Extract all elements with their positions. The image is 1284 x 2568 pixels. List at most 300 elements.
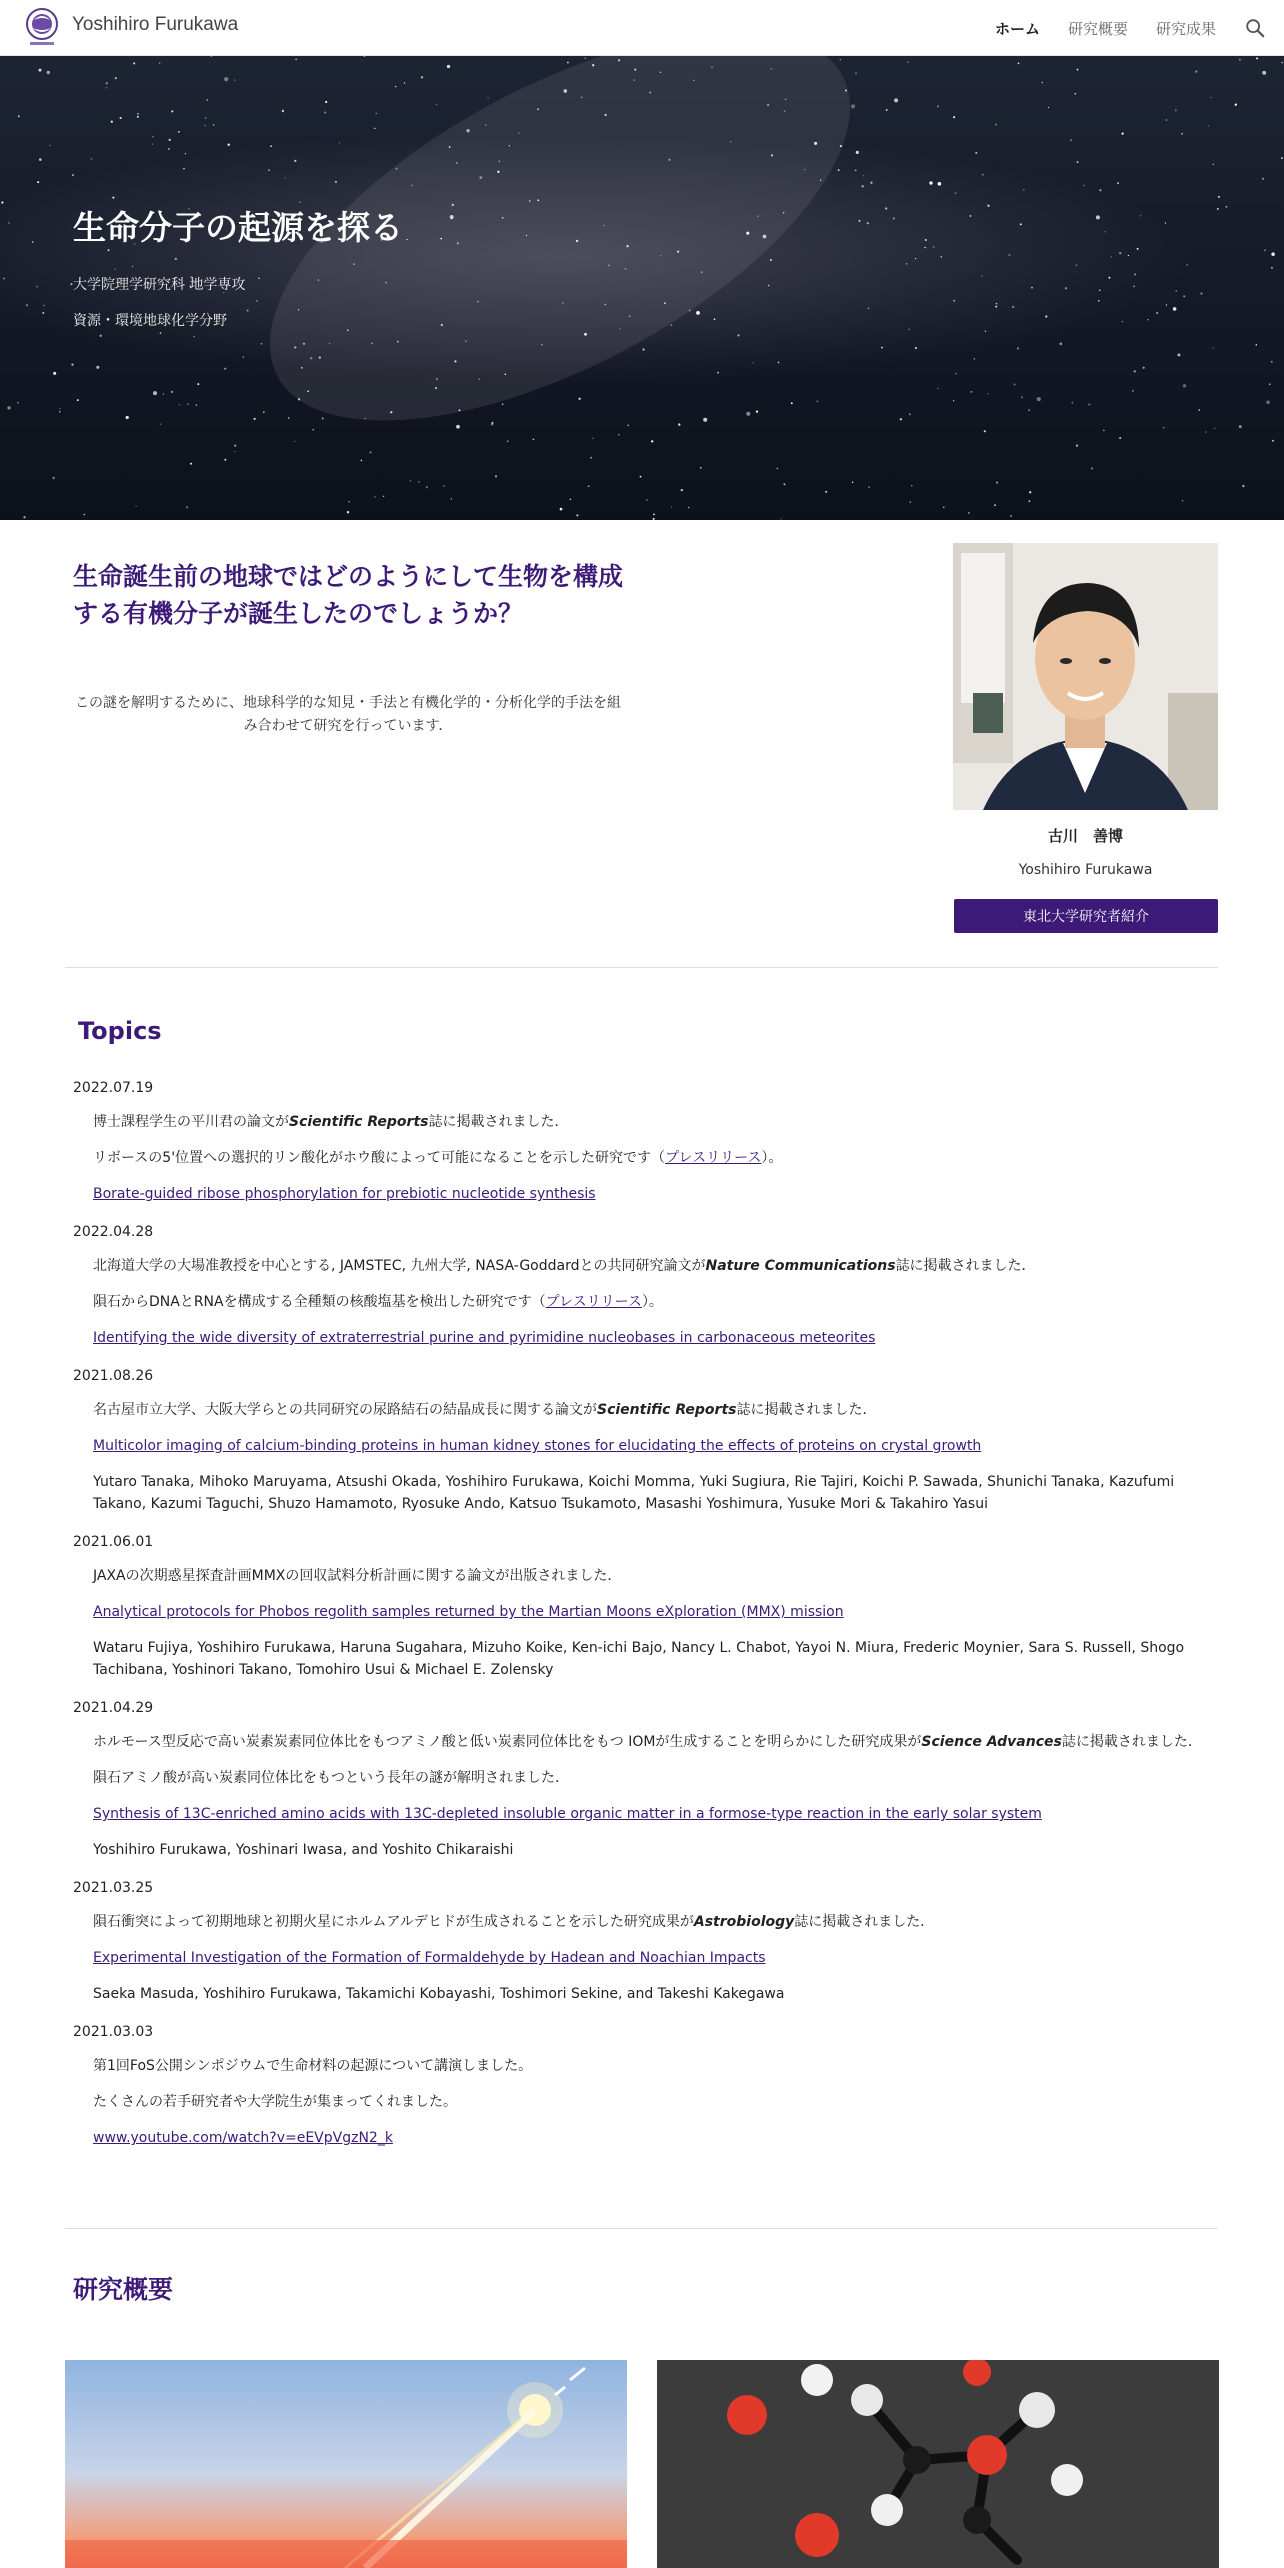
star	[135, 506, 136, 507]
star	[449, 146, 451, 148]
star	[137, 113, 139, 115]
topic-text: 誌に掲載されました．	[1061, 1734, 1202, 1750]
star	[605, 304, 606, 305]
star	[664, 302, 666, 304]
star	[893, 217, 895, 219]
star	[660, 72, 661, 73]
star	[649, 92, 651, 94]
star	[804, 169, 805, 170]
star	[1128, 255, 1129, 256]
topic-text: Wataru Fujiya, Yoshihiro Furukawa, Haruna Sugahara, Mizuho Koike, Ken-ichi Bajo, Nancy L. Chabot, Yayoi N. Miura, Frederic Moynier, Sara S. Russell, Shogo Tachibana, Yoshinori Takano, Tomohiro Usui & Michael E. Zolensky	[93, 1640, 1185, 1678]
star	[908, 328, 910, 330]
star	[840, 59, 841, 60]
star	[1213, 164, 1214, 165]
star	[777, 468, 779, 470]
topic-article-link[interactable]: Borate-guided ribose phosphorylation for prebiotic nucleotide synthesis	[93, 1186, 596, 1202]
topic-line	[93, 1435, 1218, 1457]
hero-title: 生命分子の起源を探る	[73, 208, 403, 247]
topic-text: Saeka Masuda, Yoshihiro Furukawa, Takamichi Kobayashi, Toshimori Sekine, and Takeshi Kakegawa	[93, 1986, 785, 2002]
star	[746, 232, 749, 235]
star	[953, 116, 955, 118]
star	[436, 378, 438, 380]
star	[1175, 109, 1177, 111]
star	[440, 238, 442, 240]
star	[1195, 70, 1197, 72]
star	[224, 368, 226, 370]
star	[646, 499, 648, 501]
hero-banner	[0, 56, 1284, 520]
star	[578, 398, 580, 400]
star	[592, 64, 594, 66]
topic-article-link[interactable]: www.youtube.com/watch?v=eEVpVgzN2_k	[93, 2130, 393, 2146]
star	[374, 496, 375, 497]
star	[885, 207, 887, 209]
star	[717, 372, 719, 374]
star	[324, 112, 326, 114]
star	[915, 347, 917, 349]
star	[406, 239, 407, 240]
star	[988, 393, 989, 394]
star	[953, 300, 955, 302]
star	[72, 174, 74, 176]
star	[1065, 287, 1067, 289]
star	[1140, 215, 1142, 217]
star	[1099, 189, 1101, 191]
star	[660, 255, 661, 256]
star	[256, 300, 257, 301]
star	[1235, 104, 1237, 106]
star	[700, 467, 702, 469]
journal-name: Science Advances	[921, 1734, 1062, 1750]
star	[288, 417, 289, 418]
star	[618, 434, 619, 435]
star	[312, 429, 314, 431]
topic-text: Yoshihiro Furukawa, Yoshinari Iwasa, and Yoshito Chikaraishi	[93, 1842, 514, 1858]
star	[1076, 264, 1078, 266]
star	[23, 516, 25, 518]
nav-home[interactable]: ホーム	[994, 19, 1040, 38]
star	[37, 181, 39, 183]
star	[502, 217, 504, 219]
topic-text: 名古屋市立大学、大阪大学らとの共同研究の尿路結石の結晶成長に関する論文が	[93, 1402, 597, 1418]
star	[1132, 390, 1134, 392]
star	[870, 182, 872, 184]
topic-text: 博士課程学生の平川君の論文が	[93, 1114, 289, 1130]
journal-name: Astrobiology	[693, 1914, 795, 1930]
star	[581, 97, 582, 98]
topic-article-link[interactable]: Analytical protocols for Phobos regolith samples returned by the Martian Moons eXploration (MMX) mission	[93, 1604, 844, 1620]
topic-date: 2022.07.19	[73, 1080, 154, 1096]
star	[261, 343, 263, 345]
star	[867, 222, 869, 224]
star	[307, 390, 309, 392]
star	[282, 110, 284, 112]
press-release-link[interactable]: プレスリリース	[545, 1294, 642, 1310]
star	[450, 215, 454, 219]
star	[1, 201, 3, 203]
topic-text: 隕石アミノ酸が高い炭素同位体比をもつという長年の謎が解明されました．	[93, 1770, 569, 1786]
journal-name: Scientific Reports	[289, 1114, 429, 1130]
star	[941, 256, 942, 257]
star	[1205, 431, 1207, 433]
star	[1182, 500, 1183, 501]
star	[625, 268, 627, 270]
star	[668, 159, 670, 161]
star	[851, 104, 855, 108]
star	[390, 411, 392, 413]
star	[1021, 396, 1023, 398]
star	[968, 512, 970, 514]
star	[1137, 248, 1139, 250]
star	[205, 117, 207, 119]
star	[671, 324, 673, 326]
star	[994, 504, 996, 506]
topic-article-link[interactable]: Identifying the wide diversity of extraterrestrial purine and pyrimidine nucleobases in carbonaceous meteorites	[93, 1330, 876, 1346]
star	[701, 271, 703, 273]
intro-text: この謎を解明するために、地球科学的な知見・手法と有機化学的・分析化学的手法を組み合わせて研究を行っています．	[75, 695, 621, 734]
star	[187, 404, 188, 405]
star	[443, 485, 444, 486]
topic-text: 誌に掲載されました．	[736, 1402, 877, 1418]
star	[77, 399, 79, 401]
star	[533, 439, 535, 441]
star	[152, 136, 154, 138]
star	[653, 514, 655, 516]
star	[507, 440, 509, 442]
star	[1271, 267, 1273, 269]
star	[1210, 97, 1211, 98]
star	[485, 124, 487, 126]
star	[426, 486, 428, 488]
star	[59, 408, 60, 409]
star	[1048, 107, 1049, 108]
star	[1071, 402, 1073, 404]
site-header	[0, 0, 1284, 56]
star	[814, 142, 817, 145]
star	[1117, 182, 1119, 184]
star	[1023, 189, 1024, 190]
profile-name-en: Yoshihiro Furukawa	[1018, 862, 1153, 878]
star	[397, 341, 399, 343]
star	[970, 215, 972, 217]
star	[43, 305, 44, 306]
star	[153, 391, 157, 395]
star	[294, 441, 295, 442]
star	[1070, 139, 1072, 141]
star	[626, 245, 628, 247]
star	[868, 307, 870, 309]
star	[840, 145, 842, 147]
star	[185, 153, 186, 154]
star	[1214, 428, 1215, 429]
star	[497, 171, 499, 173]
star	[564, 89, 567, 92]
star	[1104, 231, 1105, 232]
star	[36, 286, 38, 288]
topic-line	[93, 1601, 1218, 1623]
star	[770, 259, 772, 261]
star	[1020, 223, 1022, 225]
star	[696, 311, 700, 315]
star	[642, 348, 644, 350]
star	[1108, 277, 1110, 279]
topic-article-link[interactable]: Multicolor imaging of calcium-binding proteins in human kidney stones for elucidating the effects of proteins on crystal growth	[93, 1438, 982, 1454]
topic-line	[93, 1767, 1218, 1789]
star	[955, 192, 957, 194]
star	[711, 66, 713, 68]
star	[412, 185, 413, 186]
star	[703, 418, 707, 422]
star	[270, 145, 272, 147]
star	[537, 199, 539, 201]
star	[160, 332, 162, 334]
star	[106, 82, 108, 84]
university-seal-icon[interactable]	[24, 6, 60, 50]
star	[791, 402, 793, 404]
topic-text: ）。	[641, 1294, 663, 1310]
star	[499, 161, 500, 162]
star	[618, 59, 620, 61]
star	[465, 340, 467, 342]
star	[175, 258, 177, 260]
star	[365, 418, 366, 419]
star	[1122, 321, 1123, 322]
star	[1156, 312, 1158, 314]
star	[996, 303, 998, 305]
star	[746, 412, 750, 416]
star	[974, 358, 975, 359]
star	[689, 310, 691, 312]
star	[436, 104, 437, 105]
topic-date: 2021.03.03	[73, 2024, 154, 2040]
star	[171, 110, 173, 112]
star	[911, 485, 912, 486]
star	[479, 176, 482, 179]
topic-line	[93, 1399, 1218, 1421]
star	[996, 482, 998, 484]
star	[8, 222, 10, 224]
site-title[interactable]: Yoshihiro Furukawa	[72, 14, 239, 35]
topic-text: 誌に掲載されました．	[428, 1114, 569, 1130]
star	[383, 496, 384, 497]
star	[318, 279, 319, 280]
star	[995, 124, 997, 126]
topic-text: 隕石からDNAとRNAを構成する全種類の核酸塩基を検出した研究です（	[93, 1294, 546, 1310]
star	[737, 334, 739, 336]
topic-text: リボースの5'位置への選択的リン酸化がホウ酸によって可能になることを示した研究です（	[93, 1150, 666, 1166]
star	[1177, 353, 1180, 356]
star	[714, 318, 716, 320]
star	[52, 476, 55, 479]
star	[576, 240, 578, 242]
star	[108, 249, 110, 251]
star	[653, 518, 655, 520]
star	[906, 263, 908, 265]
star	[194, 336, 195, 337]
star	[3, 278, 5, 280]
star	[1271, 361, 1273, 363]
star	[1111, 256, 1112, 257]
star	[18, 115, 20, 117]
topic-line	[93, 2055, 1218, 2077]
star	[183, 168, 185, 170]
press-release-link[interactable]: プレスリリース	[665, 1150, 762, 1166]
star	[268, 169, 270, 171]
topic-line	[93, 1839, 1218, 1861]
section-divider	[65, 2228, 1218, 2229]
star	[456, 162, 458, 164]
star	[529, 200, 531, 202]
star	[1143, 367, 1145, 369]
topic-article-link[interactable]: Experimental Investigation of the Formation of Formaldehyde by Hadean and Noachian Impacts	[93, 1950, 766, 1966]
section-divider	[65, 967, 1218, 968]
star	[1173, 307, 1177, 311]
star	[1037, 397, 1041, 401]
topic-text: ホルモース型反応で高い炭素炭素同位体比をもつアミノ酸と低い炭素同位体比をもつ IOMが生成することを明らかにした研究成果が	[93, 1734, 922, 1750]
comet-sky-image	[65, 2360, 627, 2568]
star	[90, 158, 92, 160]
star	[1281, 62, 1282, 63]
topic-date: 2021.08.26	[73, 1368, 154, 1384]
star	[371, 343, 373, 345]
star	[243, 356, 244, 357]
star	[1122, 133, 1124, 135]
star	[537, 108, 539, 110]
topic-text: ）。	[761, 1150, 783, 1166]
topic-line	[93, 1147, 1218, 1169]
star	[816, 400, 818, 402]
topic-line	[93, 2127, 1218, 2149]
star	[17, 402, 18, 403]
topic-text: JAXAの次期惑星探査計画MMXの回収試料分析計画に関する論文が出版されました．	[93, 1568, 622, 1584]
star	[133, 62, 135, 64]
star	[319, 356, 321, 358]
nav-research-results[interactable]: 研究成果	[1155, 19, 1216, 38]
star	[938, 182, 942, 186]
star	[39, 158, 42, 161]
star	[767, 104, 769, 106]
topic-line	[93, 1291, 1218, 1313]
star	[1166, 119, 1168, 121]
molecule-model-image	[657, 2360, 1219, 2568]
star	[1091, 467, 1093, 469]
star	[1031, 287, 1033, 289]
star	[26, 304, 28, 306]
nav-research-overview[interactable]: 研究概要	[1067, 19, 1128, 38]
star	[49, 145, 50, 146]
star	[1272, 440, 1274, 442]
star	[1008, 254, 1010, 256]
star	[375, 113, 376, 114]
star	[159, 62, 160, 63]
star	[137, 116, 139, 118]
topic-text: たくさんの若手研究者や大学院生が集まってくれました。	[93, 2094, 457, 2110]
star	[588, 485, 590, 487]
star	[186, 506, 188, 508]
journal-name: Nature Communications	[705, 1258, 896, 1274]
star	[347, 511, 349, 513]
star	[410, 480, 412, 482]
star	[730, 141, 731, 142]
star	[395, 86, 397, 88]
star	[163, 393, 164, 394]
star	[1213, 347, 1214, 348]
star	[1028, 409, 1030, 411]
star	[1098, 300, 1099, 301]
topic-line	[93, 1327, 1218, 1349]
star	[785, 98, 787, 100]
star	[886, 109, 888, 111]
star	[1198, 409, 1200, 411]
star	[294, 346, 296, 348]
star	[1165, 222, 1166, 223]
star	[204, 125, 205, 126]
topic-line	[93, 1565, 1218, 1587]
star	[247, 310, 249, 312]
star	[487, 97, 488, 98]
star	[970, 391, 972, 393]
topic-line	[93, 1111, 1218, 1133]
topic-article-link[interactable]: Synthesis of 13C-enriched amino acids with 13C-depleted insoluble organic matter in a formose-type reaction in the early solar system	[93, 1806, 1042, 1822]
star	[1262, 71, 1266, 75]
star	[771, 68, 772, 69]
topic-line	[93, 1255, 1218, 1277]
star	[780, 518, 781, 519]
hero-subtitle-department: 大学院理学研究科 地学専攻	[73, 277, 246, 293]
researcher-profile-button[interactable]: 東北大学研究者紹介	[954, 899, 1218, 933]
star	[1010, 515, 1012, 517]
topic-line	[93, 1471, 1218, 1515]
star	[856, 151, 859, 154]
star	[1059, 342, 1062, 345]
topic-date: 2021.04.29	[73, 1700, 154, 1716]
star	[160, 423, 162, 425]
star	[937, 388, 938, 389]
star	[825, 491, 827, 493]
star	[396, 168, 398, 170]
star	[1186, 264, 1188, 266]
star	[347, 329, 348, 330]
star	[7, 406, 10, 409]
star	[1134, 273, 1136, 275]
star	[868, 486, 870, 488]
star	[447, 65, 450, 68]
star	[228, 144, 230, 146]
star	[1134, 370, 1136, 372]
star	[605, 114, 607, 116]
star	[1242, 485, 1244, 487]
star	[1029, 491, 1031, 493]
topic-line	[93, 1911, 1218, 1933]
star	[752, 362, 753, 363]
star	[363, 56, 365, 57]
star	[126, 416, 129, 419]
star	[451, 498, 452, 499]
star	[456, 425, 460, 429]
star	[783, 212, 784, 213]
star	[1119, 252, 1121, 254]
star	[491, 423, 493, 425]
star	[234, 79, 235, 80]
star	[634, 69, 636, 71]
star	[693, 80, 694, 81]
star	[459, 409, 461, 411]
search-icon[interactable]	[1244, 17, 1266, 39]
star	[1028, 500, 1030, 502]
star	[757, 215, 758, 216]
topic-line	[93, 1731, 1218, 1753]
main-nav	[995, 0, 1284, 56]
